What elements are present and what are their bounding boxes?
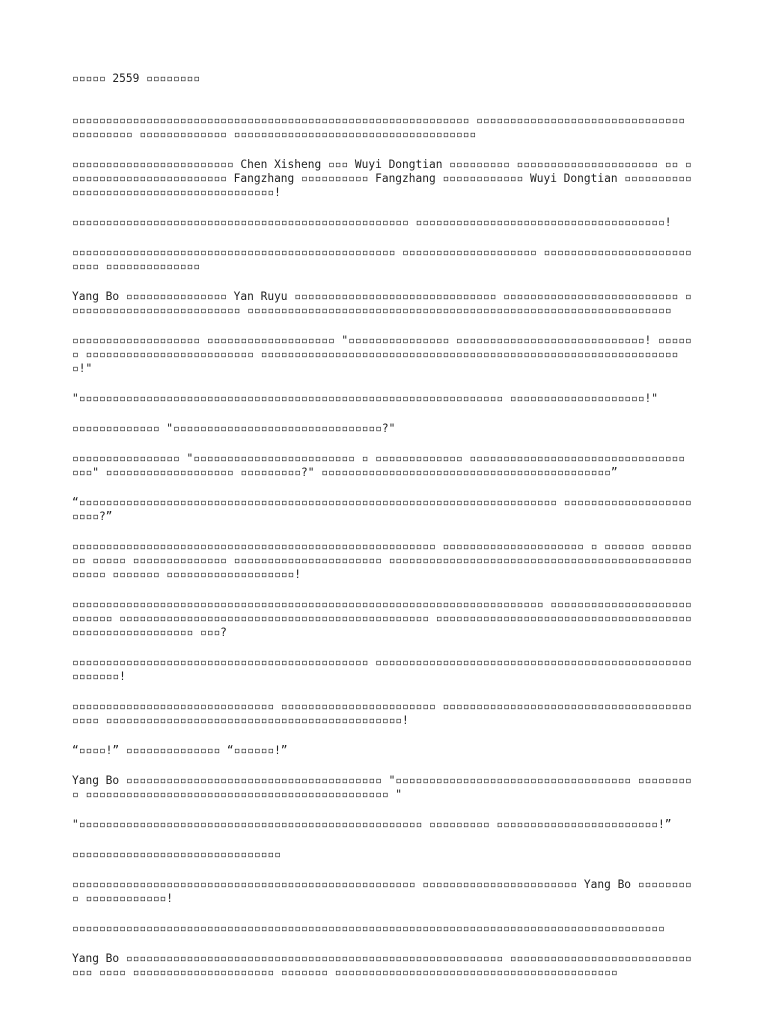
paragraph: ▫▫▫▫▫▫▫▫▫▫▫▫▫▫▫▫▫▫▫▫▫▫▫▫▫▫▫▫▫▫▫▫▫▫▫▫▫▫▫▫▫▫▫▫ ▫▫▫▫▫▫▫▫▫▫▫▫▫▫▫▫▫▫▫▫▫▫▫▫▫▫▫▫▫▫▫▫▫▫▫▫▫▫▫▫▫▫▫▫▫▫▫▫▫▫▫▫▫▫! (72, 656, 692, 683)
paragraph: ▫▫▫▫▫▫▫▫▫▫▫▫▫▫▫▫▫▫▫▫▫▫▫▫▫▫▫▫▫▫ ▫▫▫▫▫▫▫▫▫▫▫▫▫▫▫▫▫▫▫▫▫▫▫ ▫▫▫▫▫▫▫▫▫▫▫▫▫▫▫▫▫▫▫▫▫▫▫▫▫▫▫▫▫▫▫▫▫▫▫▫▫▫▫▫▫ ▫▫▫▫▫▫▫▫▫▫▫▫▫▫▫▫▫▫▫▫▫▫▫▫▫▫▫▫▫▫▫▫▫▫▫▫▫▫▫▫▫▫▫▫! (72, 700, 692, 727)
paragraph: Yang Bo ▫▫▫▫▫▫▫▫▫▫▫▫▫▫▫ Yan Ruyu ▫▫▫▫▫▫▫▫▫▫▫▫▫▫▫▫▫▫▫▫▫▫▫▫▫▫▫▫▫▫ ▫▫▫▫▫▫▫▫▫▫▫▫▫▫▫▫▫▫▫▫▫▫▫▫▫▫ ▫▫▫▫▫▫▫▫▫▫▫▫▫▫▫▫▫▫▫▫▫▫▫▫▫▫ ▫▫▫▫▫▫▫▫▫▫▫▫▫▫▫▫▫▫▫▫▫▫▫▫▫▫▫▫▫▫▫▫▫▫▫▫▫▫▫▫▫▫▫▫▫▫▫▫▫▫▫▫▫▫▫▫▫▫▫▫▫▫▫ (72, 290, 692, 317)
paragraph: ▫▫▫▫▫▫▫▫▫▫▫▫▫ "▫▫▫▫▫▫▫▫▫▫▫▫▫▫▫▫▫▫▫▫▫▫▫▫▫▫▫▫▫▫▫?" (72, 422, 396, 435)
paragraph: Yang Bo ▫▫▫▫▫▫▫▫▫▫▫▫▫▫▫▫▫▫▫▫▫▫▫▫▫▫▫▫▫▫▫▫▫▫▫▫▫▫▫▫▫▫▫▫▫▫▫▫▫▫▫▫▫▫▫▫ ▫▫▫▫▫▫▫▫▫▫▫▫▫▫▫▫▫▫▫▫▫▫▫▫▫▫▫▫▫▫ ▫▫▫▫ ▫▫▫▫▫▫▫▫▫▫▫▫▫▫▫▫▫▫▫▫▫ ▫▫▫▫▫▫▫ ▫▫▫▫▫▫▫▫▫▫▫▫▫▫▫▫▫▫▫▫▫▫▫▫▫▫▫▫▫▫▫▫▫▫▫▫▫▫▫▫▫▫ (72, 952, 692, 979)
paragraph: ▫▫▫▫▫▫▫▫▫▫▫▫▫▫▫▫ "▫▫▫▫▫▫▫▫▫▫▫▫▫▫▫▫▫▫▫▫▫▫▫▫ ▫ ▫▫▫▫▫▫▫▫▫▫▫▫▫ ▫▫▫▫▫▫▫▫▫▫▫▫▫▫▫▫▫▫▫▫▫▫▫▫▫▫▫▫▫▫▫▫ ▫▫▫" ▫▫▫▫▫▫▫▫▫▫▫▫▫▫▫▫▫▫▫ ▫▫▫▫▫▫▫▫▫?" ▫▫▫▫▫▫▫▫▫▫▫▫▫▫▫▫▫▫▫▫▫▫▫▫▫▫▫▫▫▫▫▫▫▫▫▫▫▫▫▫▫▫▫” (72, 452, 692, 479)
paragraph: ▫▫▫▫▫▫▫▫▫▫▫▫▫▫▫▫▫▫▫▫▫▫▫▫▫▫▫▫▫▫▫▫▫▫▫▫▫▫▫▫▫▫▫▫▫▫▫▫ ▫▫▫▫▫▫▫▫▫▫▫▫▫▫▫▫▫▫▫▫ ▫▫▫▫▫▫▫▫▫▫▫▫▫▫▫▫▫▫▫▫▫▫▫▫▫▫ ▫▫▫▫▫▫▫▫▫▫▫▫▫▫ (72, 246, 692, 273)
paragraph: ▫▫▫▫▫▫▫▫▫▫▫▫▫▫▫▫▫▫▫▫▫▫▫▫▫▫▫▫▫▫▫▫▫▫▫▫▫▫▫▫▫▫▫▫▫▫▫▫▫▫▫▫▫▫▫▫▫▫▫▫▫▫▫▫▫▫▫▫▫▫▫▫▫▫▫▫▫▫▫▫▫▫▫▫▫▫▫▫ (72, 922, 665, 935)
paragraph: ▫▫▫▫▫▫▫▫▫▫▫▫▫▫▫▫▫▫▫▫▫▫▫▫▫▫▫▫▫▫▫▫▫▫▫▫▫▫▫▫▫▫▫▫▫▫▫▫▫▫▫ ▫▫▫▫▫▫▫▫▫▫▫▫▫▫▫▫▫▫▫▫▫▫▫ Yang Bo ▫▫▫▫▫▫▫▫▫ ▫▫▫▫▫▫▫▫▫▫▫▫! (72, 878, 692, 905)
paragraph: “▫▫▫▫▫▫▫▫▫▫▫▫▫▫▫▫▫▫▫▫▫▫▫▫▫▫▫▫▫▫▫▫▫▫▫▫▫▫▫▫▫▫▫▫▫▫▫▫▫▫▫▫▫▫▫▫▫▫▫▫▫▫▫▫▫▫▫▫▫▫▫ ▫▫▫▫▫▫▫▫▫▫▫▫▫▫▫▫▫▫▫▫▫▫▫?” (72, 496, 692, 523)
paragraph: ▫▫▫▫▫▫▫▫▫▫▫▫▫▫▫▫▫▫▫▫▫▫▫▫▫▫▫▫▫▫▫▫▫▫▫▫▫▫▫▫▫▫▫▫▫▫▫▫▫▫▫▫▫▫ ▫▫▫▫▫▫▫▫▫▫▫▫▫▫▫▫▫▫▫▫▫ ▫ ▫▫▫▫▫▫ ▫▫▫▫▫▫▫▫ ▫▫▫▫▫ ▫▫▫▫▫▫▫▫▫▫▫▫▫▫ ▫▫▫▫▫▫▫▫▫▫▫▫▫▫▫▫▫▫▫▫▫▫ ▫▫▫▫▫▫▫▫▫▫▫▫▫▫▫▫▫▫▫▫▫▫▫▫▫▫▫▫▫▫▫▫▫▫▫▫▫▫▫▫▫▫▫▫▫▫▫▫▫▫ ▫▫▫▫▫▫▫ ▫▫▫▫▫▫▫▫▫▫▫▫▫▫▫▫▫▫▫! (72, 540, 692, 581)
document-page (72, 72, 698, 996)
paragraph: ▫▫▫▫▫▫▫▫▫▫▫▫▫▫▫▫▫▫▫▫▫▫▫▫▫▫▫▫▫▫▫▫▫▫▫▫▫▫▫▫▫▫▫▫▫▫▫▫▫▫▫▫▫▫▫▫▫▫▫ ▫▫▫▫▫▫▫▫▫▫▫▫▫▫▫▫▫▫▫▫▫▫▫▫▫▫▫▫▫▫▫ ▫▫▫▫▫▫▫▫▫ ▫▫▫▫▫▫▫▫▫▫▫▫▫ ▫▫▫▫▫▫▫▫▫▫▫▫▫▫▫▫▫▫▫▫▫▫▫▫▫▫▫▫▫▫▫▫▫▫▫▫ (72, 114, 692, 141)
document-body (72, 114, 698, 980)
paragraph: “▫▫▫▫!” ▫▫▫▫▫▫▫▫▫▫▫▫▫▫ “▫▫▫▫▫▫!” (72, 744, 288, 757)
paragraph: ▫▫▫▫▫▫▫▫▫▫▫▫▫▫▫▫▫▫▫▫▫▫▫▫▫▫▫▫▫▫▫▫▫▫▫▫▫▫▫▫▫▫▫▫▫▫▫▫▫▫ ▫▫▫▫▫▫▫▫▫▫▫▫▫▫▫▫▫▫▫▫▫▫▫▫▫▫▫▫▫▫▫▫▫▫▫▫▫! (72, 216, 672, 229)
paragraph: "▫▫▫▫▫▫▫▫▫▫▫▫▫▫▫▫▫▫▫▫▫▫▫▫▫▫▫▫▫▫▫▫▫▫▫▫▫▫▫▫▫▫▫▫▫▫▫▫▫▫▫ ▫▫▫▫▫▫▫▫▫ ▫▫▫▫▫▫▫▫▫▫▫▫▫▫▫▫▫▫▫▫▫▫▫▫!” (72, 818, 672, 831)
paragraph: Yang Bo ▫▫▫▫▫▫▫▫▫▫▫▫▫▫▫▫▫▫▫▫▫▫▫▫▫▫▫▫▫▫▫▫▫▫▫▫▫▫ "▫▫▫▫▫▫▫▫▫▫▫▫▫▫▫▫▫▫▫▫▫▫▫▫▫▫▫▫▫▫▫▫▫▫▫ ▫▫▫▫▫▫▫▫▫ ▫▫▫▫▫▫▫▫▫▫▫▫▫▫▫▫▫▫▫▫▫▫▫▫▫▫▫▫▫▫▫▫▫▫▫▫▫▫▫▫▫▫▫▫▫ " (72, 774, 692, 801)
paragraph: "▫▫▫▫▫▫▫▫▫▫▫▫▫▫▫▫▫▫▫▫▫▫▫▫▫▫▫▫▫▫▫▫▫▫▫▫▫▫▫▫▫▫▫▫▫▫▫▫▫▫▫▫▫▫▫▫▫▫▫▫▫▫▫ ▫▫▫▫▫▫▫▫▫▫▫▫▫▫▫▫▫▫▫▫!" (72, 392, 658, 405)
paragraph: ▫▫▫▫▫▫▫▫▫▫▫▫▫▫▫▫▫▫▫ ▫▫▫▫▫▫▫▫▫▫▫▫▫▫▫▫▫▫▫ "▫▫▫▫▫▫▫▫▫▫▫▫▫▫▫ ▫▫▫▫▫▫▫▫▫▫▫▫▫▫▫▫▫▫▫▫▫▫▫▫▫▫▫▫! ▫▫▫▫▫▫ ▫▫▫▫▫▫▫▫▫▫▫▫▫▫▫▫▫▫▫▫▫▫▫▫▫ ▫▫▫▫▫▫▫▫▫▫▫▫▫▫▫▫▫▫▫▫▫▫▫▫▫▫▫▫▫▫▫▫▫▫▫▫▫▫▫▫▫▫▫▫▫▫▫▫▫▫▫▫▫▫▫▫▫▫▫▫▫▫▫!" (72, 334, 692, 375)
document-title: ▫▫▫▫▫ 2559 ▫▫▫▫▫▫▫▫ (72, 72, 200, 85)
paragraph: ▫▫▫▫▫▫▫▫▫▫▫▫▫▫▫▫▫▫▫▫▫▫▫▫▫▫▫▫▫▫▫▫▫▫▫▫▫▫▫▫▫▫▫▫▫▫▫▫▫▫▫▫▫▫▫▫▫▫▫▫▫▫▫▫▫▫▫▫▫▫ ▫▫▫▫▫▫▫▫▫▫▫▫▫▫▫▫▫▫▫▫▫▫▫▫▫▫▫ ▫▫▫▫▫▫▫▫▫▫▫▫▫▫▫▫▫▫▫▫▫▫▫▫▫▫▫▫▫▫▫▫▫▫▫▫▫▫▫▫▫▫▫▫▫▫ ▫▫▫▫▫▫▫▫▫▫▫▫▫▫▫▫▫▫▫▫▫▫▫▫▫▫▫▫▫▫▫▫▫▫▫▫▫▫▫▫▫▫▫▫▫▫▫▫▫▫▫▫▫▫▫▫ ▫▫▫? (72, 598, 692, 639)
paragraph: ▫▫▫▫▫▫▫▫▫▫▫▫▫▫▫▫▫▫▫▫▫▫▫▫▫▫▫▫▫▫▫ (72, 848, 281, 861)
paragraph: ▫▫▫▫▫▫▫▫▫▫▫▫▫▫▫▫▫▫▫▫▫▫▫▫ Chen Xisheng ▫▫▫ Wuyi Dongtian ▫▫▫▫▫▫▫▫▫ ▫▫▫▫▫▫▫▫▫▫▫▫▫▫▫▫▫▫▫▫▫ ▫▫ ▫▫▫▫▫▫▫▫▫▫▫▫▫▫▫▫▫▫▫▫▫▫▫▫ Fangzhang ▫▫▫▫▫▫▫▫▫▫ Fangzhang ▫▫▫▫▫▫▫▫▫▫▫▫ Wuyi Dongtian ▫▫▫▫▫▫▫▫▫▫▫▫▫▫▫▫▫▫▫▫▫▫▫▫▫▫▫▫▫▫▫▫▫▫▫▫▫▫▫▫! (72, 158, 692, 199)
